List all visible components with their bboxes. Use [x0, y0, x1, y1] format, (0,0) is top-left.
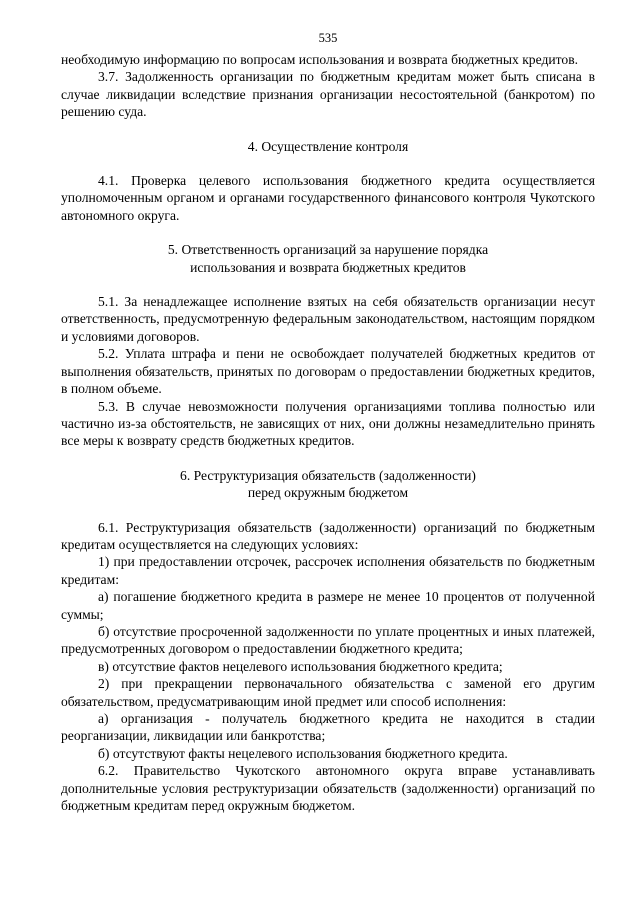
list-item-1c: в) отсутствие фактов нецелевого использования бюджетного кредита; — [98, 658, 503, 674]
paragraph-4-1: 4.1. Проверка целевого использования бюджетного кредита осуществляется уполномоченным органом и органами государственного финансового контроля Чукотского автономного округа. — [61, 173, 595, 223]
section-heading-5-line-2: использования и возврата бюджетных кредитов — [190, 259, 466, 275]
paragraph-6-2: 6.2. Правительство Чукотского автономного округа вправе устанавливать дополнительные условия реструктуризации обязательств (задолженности) организаций по бюджетным кредитам перед окружным бюджетом. — [61, 763, 595, 814]
list-item-2b: б) отсутствуют факты нецелевого использования бюджетного кредита. — [98, 745, 508, 761]
list-item-2a: а) организация - получатель бюджетного кредита не находится в стадии реорганизации, ликвидации или банкротства; — [61, 711, 595, 744]
section-heading-4-line: 4. Осуществление контроля — [247, 138, 409, 154]
section-heading-6-line-2: перед окружным бюджетом — [247, 485, 409, 501]
list-item-1: 1) при предоставлении отсрочек, рассрочек исполнения обязательств по бюджетным кредитам: — [61, 554, 595, 587]
paragraph-5-2: 5.2. Уплата штрафа и пени не освобождает получателей бюджетных кредитов от выполнения обязательств, принятых по договорам о предоставлении бюджетных кредитов, в полном объеме. — [61, 346, 595, 397]
paragraph-5-1: 5.1. За ненадлежащее исполнение взятых на себя обязательств организации несут ответственность, предусмотренную федеральным законодательством, настоящим порядком и условиями договоров. — [61, 294, 595, 344]
section-heading-4 — [61, 138, 595, 155]
document-page — [61, 30, 595, 814]
paragraph-6-1: 6.1. Реструктуризация обязательств (задолженности) организаций по бюджетным кредитам осуществляется на следующих условиях: — [61, 519, 595, 552]
page-number: 535 — [318, 31, 338, 45]
section-heading-5 — [61, 241, 595, 276]
paragraph-3-7: 3.7. Задолженность организации по бюджетным кредитам может быть списана в случае ликвидации вследствие признания организации несостоятельной (банкротом) по решению суда. — [61, 69, 595, 120]
list-item-1a: а) погашение бюджетного кредита в размере не менее 10 процентов от полученной суммы; — [61, 589, 595, 622]
section-heading-6 — [61, 467, 595, 502]
section-heading-6-line-1: 6. Реструктуризация обязательств (задолженности) — [180, 467, 476, 483]
section-heading-5-line-1: 5. Ответственность организаций за нарушение порядка — [167, 242, 489, 258]
list-item-2: 2) при прекращении первоначального обязательства с заменой его другим обязательством, предусматривающим иной предмет или способ исполнения: — [61, 676, 595, 709]
paragraph-3-6-continuation: необходимую информацию по вопросам использования и возврата бюджетных кредитов. — [61, 52, 579, 67]
list-item-1b: б) отсутствие просроченной задолженности по уплате процентных и иных платежей, предусмотренных договором о предоставлении бюджетного кредита; — [61, 623, 595, 657]
paragraph-5-3: 5.3. В случае невозможности получения организациями топлива полностью или частично из-за обстоятельств, не зависящих от них, они должны незамедлительно принять все меры к возврату средств бюджетных кредитов. — [61, 398, 595, 449]
